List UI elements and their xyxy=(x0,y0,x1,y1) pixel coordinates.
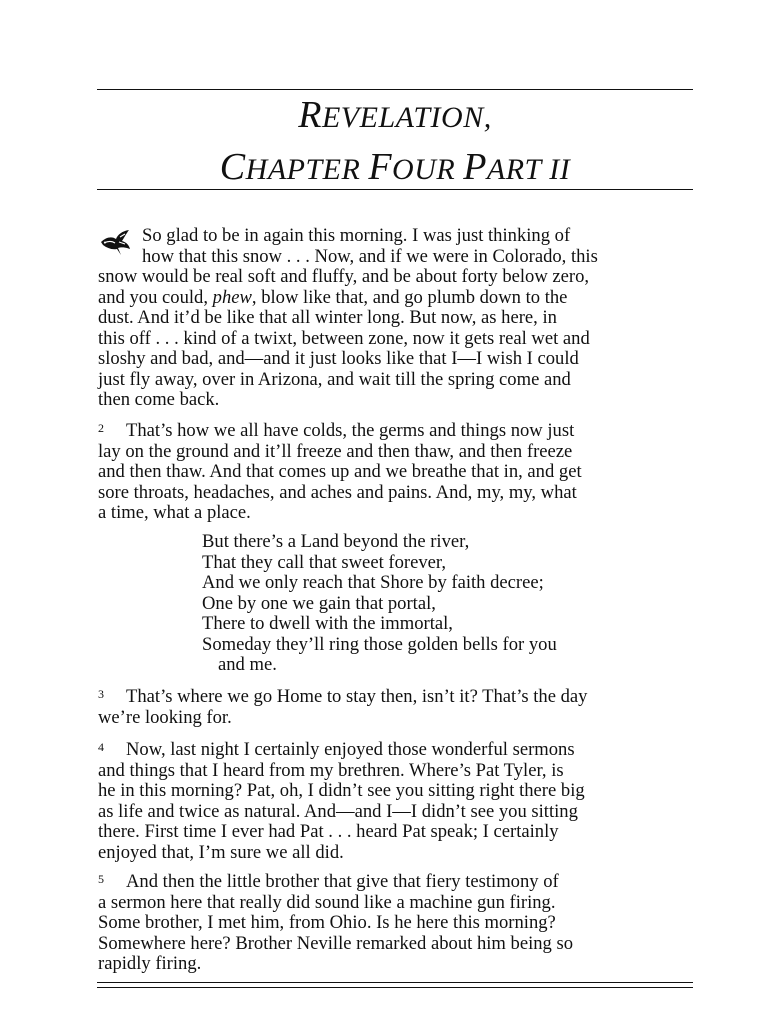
poem-line-6: Someday they’ll ring those golden bells for you xyxy=(202,633,557,655)
title2-rest-3: ART II xyxy=(486,153,571,186)
p1-line-4 xyxy=(98,288,692,309)
p1-line-6: this off . . . kind of a twixt, between zone, now it gets real wet and xyxy=(98,327,590,349)
poem-line-1: But there’s a Land beyond the river, xyxy=(202,531,470,552)
paragraph-5 xyxy=(98,869,692,975)
p4-line-3: he in this morning? Pat, oh, I didn’t see you sitting right there big xyxy=(98,780,585,801)
p2-line-5: a time, what a place. xyxy=(98,502,251,523)
p2-line-1 xyxy=(98,418,692,442)
paragraph-number: 2 xyxy=(98,421,104,435)
paragraph-number: 5 xyxy=(98,872,104,886)
p3-line-2: we’re looking for. xyxy=(98,706,232,728)
p1-line-3: snow would be real soft and fluffy, and be about forty below zero, xyxy=(98,266,590,287)
p5-line-5: rapidly firing. xyxy=(98,953,202,974)
p1-line-4b: , blow like that, and go plumb down to the xyxy=(251,286,568,308)
p5-line-2: a sermon here that really did sound like a machine gun firing. xyxy=(98,891,556,913)
paragraph-2 xyxy=(98,418,692,524)
title2-cap-1: C xyxy=(219,146,246,188)
paragraph-number: 3 xyxy=(98,687,104,701)
poem-line-2: That they call that sweet forever, xyxy=(202,551,446,573)
bottom-rule-1 xyxy=(97,982,693,983)
poem-line-3: And we only reach that Shore by faith decree; xyxy=(202,572,544,593)
paragraph-3 xyxy=(98,684,692,728)
p4-line-1 xyxy=(98,737,692,761)
p4-line-1-text: Now, last night I certainly enjoyed those wonderful sermons xyxy=(126,739,575,760)
poem-line-4: One by one we gain that portal, xyxy=(202,592,436,614)
title2-cap-2: F xyxy=(368,146,393,188)
paragraph-1 xyxy=(98,226,692,411)
p4-line-6: enjoyed that, I’m sure we all did. xyxy=(98,841,344,863)
paragraph-4 xyxy=(98,737,692,863)
p1-line-5: dust. And it’d be like that all winter long. But now, as here, in xyxy=(98,307,557,328)
p4-line-2: and things that I heard from my brethren. Where’s Pat Tyler, is xyxy=(98,759,564,781)
title-rule xyxy=(97,189,693,190)
p5-line-4: Somewhere here? Brother Neville remarked about him being so xyxy=(98,932,574,954)
title-rest: EVELATION, xyxy=(321,101,492,134)
p3-line-1-text: That’s where we go Home to stay then, isn’t it? That’s the day xyxy=(126,686,588,707)
chapter-title-line-2 xyxy=(97,148,693,186)
p2-line-4: sore throats, headaches, and aches and pains. And, my, my, what xyxy=(98,481,577,503)
poem-stanza xyxy=(202,532,672,676)
bottom-rule-2 xyxy=(97,987,693,988)
p3-line-1 xyxy=(98,684,692,708)
p2-line-3: and then thaw. And that comes up and we breathe that in, and get xyxy=(98,461,582,482)
p5-line-3: Some brother, I met him, from Ohio. Is he here this morning? xyxy=(98,912,556,933)
chapter-title-line-1 xyxy=(97,96,693,134)
p1-line-1: So glad to be in again this morning. I was just thinking of xyxy=(142,225,571,246)
p1-line-8: just fly away, over in Arizona, and wait till the spring come and xyxy=(98,368,571,390)
p4-line-5: there. First time I ever had Pat . . . heard Pat speak; I certainly xyxy=(98,821,559,842)
poem-line-5: There to dwell with the immortal, xyxy=(202,613,453,634)
p1-line-4-italic: phew xyxy=(212,286,252,308)
p1-line-9: then come back. xyxy=(98,389,220,410)
p1-line-7: sloshy and bad, and—and it just looks like that I—I wish I could xyxy=(98,348,579,369)
paragraph-number: 4 xyxy=(98,740,104,754)
p1-line-4a: and you could, xyxy=(98,286,213,308)
p2-line-2: lay on the ground and it’ll freeze and then thaw, and then freeze xyxy=(98,440,573,462)
top-rule xyxy=(97,89,693,90)
title-initial: R xyxy=(298,94,322,136)
p2-line-1-text: That’s how we all have colds, the germs and things now just xyxy=(126,420,575,441)
title2-cap-3: P xyxy=(463,146,487,188)
poem-line-7: and me. xyxy=(218,654,277,675)
p5-line-1-text: And then the little brother that give that fiery testimony of xyxy=(126,871,559,892)
title2-rest-2: OUR xyxy=(392,153,464,186)
title2-rest-1: HAPTER xyxy=(245,153,369,186)
p4-line-4: as life and twice as natural. And—and I—I didn’t see you sitting xyxy=(98,800,578,822)
p1-line-2: how that this snow . . . Now, and if we were in Colorado, this xyxy=(142,245,598,267)
p5-line-1 xyxy=(98,869,692,893)
